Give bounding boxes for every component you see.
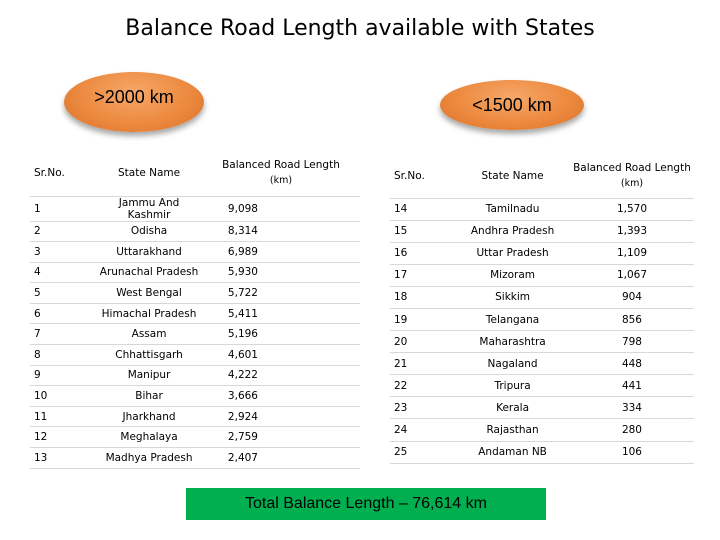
cell-length: 4,222: [202, 365, 360, 386]
total-balance-text: Total Balance Length – 76,614 km: [245, 495, 487, 512]
header-length-unit: (km): [620, 178, 644, 190]
cell-state-name: Meghalaya: [96, 427, 202, 448]
table-row: [30, 345, 360, 366]
cell-state-name: Rajasthan: [455, 419, 570, 441]
cell-sr-no: 23: [390, 397, 455, 419]
total-balance-banner: [186, 488, 546, 520]
table-row: [30, 448, 360, 469]
cell-sr-no: 14: [390, 198, 455, 220]
cell-sr-no: 16: [390, 242, 455, 264]
table-row: [30, 406, 360, 427]
cell-state-name: Chhattisgarh: [96, 345, 202, 366]
cell-length: 106: [570, 441, 694, 463]
cell-length: 1,067: [570, 264, 694, 286]
table-header-row: [390, 154, 694, 198]
header-length-label: Balanced Road Length: [573, 162, 691, 175]
table-row: [390, 308, 694, 330]
cell-sr-no: 4: [30, 262, 96, 283]
group-label-text: <1500 km: [472, 94, 552, 115]
cell-sr-no: 2: [30, 221, 96, 242]
cell-state-name: Bihar: [96, 386, 202, 407]
cell-sr-no: 5: [30, 283, 96, 304]
table-row: [390, 242, 694, 264]
cell-state-name: Nagaland: [455, 353, 570, 375]
cell-state-name: West Bengal: [96, 283, 202, 304]
cell-length: 5,722: [202, 283, 360, 304]
header-state-name: State Name: [455, 154, 570, 198]
table-row: [390, 419, 694, 441]
header-sr-no: Sr.No.: [30, 150, 96, 196]
cell-sr-no: 8: [30, 345, 96, 366]
table-row: [30, 262, 360, 283]
table-row: [30, 324, 360, 345]
table-under-1500: [390, 154, 694, 464]
cell-state-name: Assam: [96, 324, 202, 345]
cell-length: 4,601: [202, 345, 360, 366]
cell-state-name: Jharkhand: [96, 406, 202, 427]
cell-length: 1,570: [570, 198, 694, 220]
cell-sr-no: 17: [390, 264, 455, 286]
cell-sr-no: 20: [390, 331, 455, 353]
cell-state-name: Uttarakhand: [96, 242, 202, 263]
table-row: [390, 441, 694, 463]
cell-sr-no: 13: [30, 448, 96, 469]
cell-length: 904: [570, 286, 694, 308]
cell-length: 2,759: [202, 427, 360, 448]
cell-length: 441: [570, 375, 694, 397]
cell-state-name: Manipur: [96, 365, 202, 386]
table-row: [30, 196, 360, 221]
cell-length: 1,393: [570, 220, 694, 242]
table-over-2000: [30, 150, 360, 469]
cell-sr-no: 9: [30, 365, 96, 386]
cell-length: 856: [570, 308, 694, 330]
table-row: [390, 198, 694, 220]
table-row: [390, 264, 694, 286]
header-length: [570, 154, 694, 198]
cell-sr-no: 19: [390, 308, 455, 330]
page-title: Balance Road Length available with States: [125, 16, 595, 41]
header-state-name: State Name: [96, 150, 202, 196]
table-row: [390, 353, 694, 375]
table-row: [30, 365, 360, 386]
table-header-row: [30, 150, 360, 196]
cell-state-name: Kerala: [455, 397, 570, 419]
header-length-label: Balanced Road Length: [222, 159, 340, 172]
cell-sr-no: 21: [390, 353, 455, 375]
cell-state-name: Uttar Pradesh: [455, 242, 570, 264]
cell-length: 5,930: [202, 262, 360, 283]
cell-sr-no: 18: [390, 286, 455, 308]
cell-sr-no: 25: [390, 441, 455, 463]
cell-state-name: Tamilnadu: [455, 198, 570, 220]
table-row: [30, 221, 360, 242]
cell-sr-no: 15: [390, 220, 455, 242]
cell-length: 8,314: [202, 221, 360, 242]
cell-state-name: Madhya Pradesh: [96, 448, 202, 469]
cell-state-name: Andaman NB: [455, 441, 570, 463]
table-row: [30, 386, 360, 407]
table-row: [390, 397, 694, 419]
cell-state-name: Mizoram: [455, 264, 570, 286]
cell-sr-no: 7: [30, 324, 96, 345]
group-label-text: >2000 km: [94, 86, 174, 107]
table-row: [390, 286, 694, 308]
cell-length: 448: [570, 353, 694, 375]
table-row: [390, 331, 694, 353]
cell-sr-no: 24: [390, 419, 455, 441]
header-length-unit: (km): [269, 175, 293, 187]
cell-state-name: Himachal Pradesh: [96, 303, 202, 324]
cell-length: 2,924: [202, 406, 360, 427]
cell-length: 3,666: [202, 386, 360, 407]
group-label-under-1500: [440, 80, 584, 130]
table-row: [390, 220, 694, 242]
header-length: [202, 150, 360, 196]
cell-length: 280: [570, 419, 694, 441]
table-row: [30, 283, 360, 304]
cell-sr-no: 10: [30, 386, 96, 407]
cell-length: 798: [570, 331, 694, 353]
header-sr-no: Sr.No.: [390, 154, 455, 198]
cell-length: 334: [570, 397, 694, 419]
cell-state-name: Arunachal Pradesh: [96, 262, 202, 283]
cell-state-name: Telangana: [455, 308, 570, 330]
cell-sr-no: 22: [390, 375, 455, 397]
cell-length: 9,098: [202, 196, 360, 221]
cell-state-name: Jammu And Kashmir: [96, 196, 202, 221]
cell-length: 6,989: [202, 242, 360, 263]
cell-sr-no: 11: [30, 406, 96, 427]
cell-sr-no: 1: [30, 196, 96, 221]
cell-length: 5,411: [202, 303, 360, 324]
table-row: [390, 375, 694, 397]
cell-length: 2,407: [202, 448, 360, 469]
group-label-over-2000: [64, 72, 204, 132]
cell-state-name: Tripura: [455, 375, 570, 397]
cell-length: 5,196: [202, 324, 360, 345]
cell-state-name: Andhra Pradesh: [455, 220, 570, 242]
cell-state-name: Odisha: [96, 221, 202, 242]
table-row: [30, 427, 360, 448]
cell-state-name: Sikkim: [455, 286, 570, 308]
cell-length: 1,109: [570, 242, 694, 264]
cell-state-name: Maharashtra: [455, 331, 570, 353]
cell-sr-no: 12: [30, 427, 96, 448]
table-row: [30, 242, 360, 263]
cell-sr-no: 6: [30, 303, 96, 324]
cell-sr-no: 3: [30, 242, 96, 263]
table-row: [30, 303, 360, 324]
